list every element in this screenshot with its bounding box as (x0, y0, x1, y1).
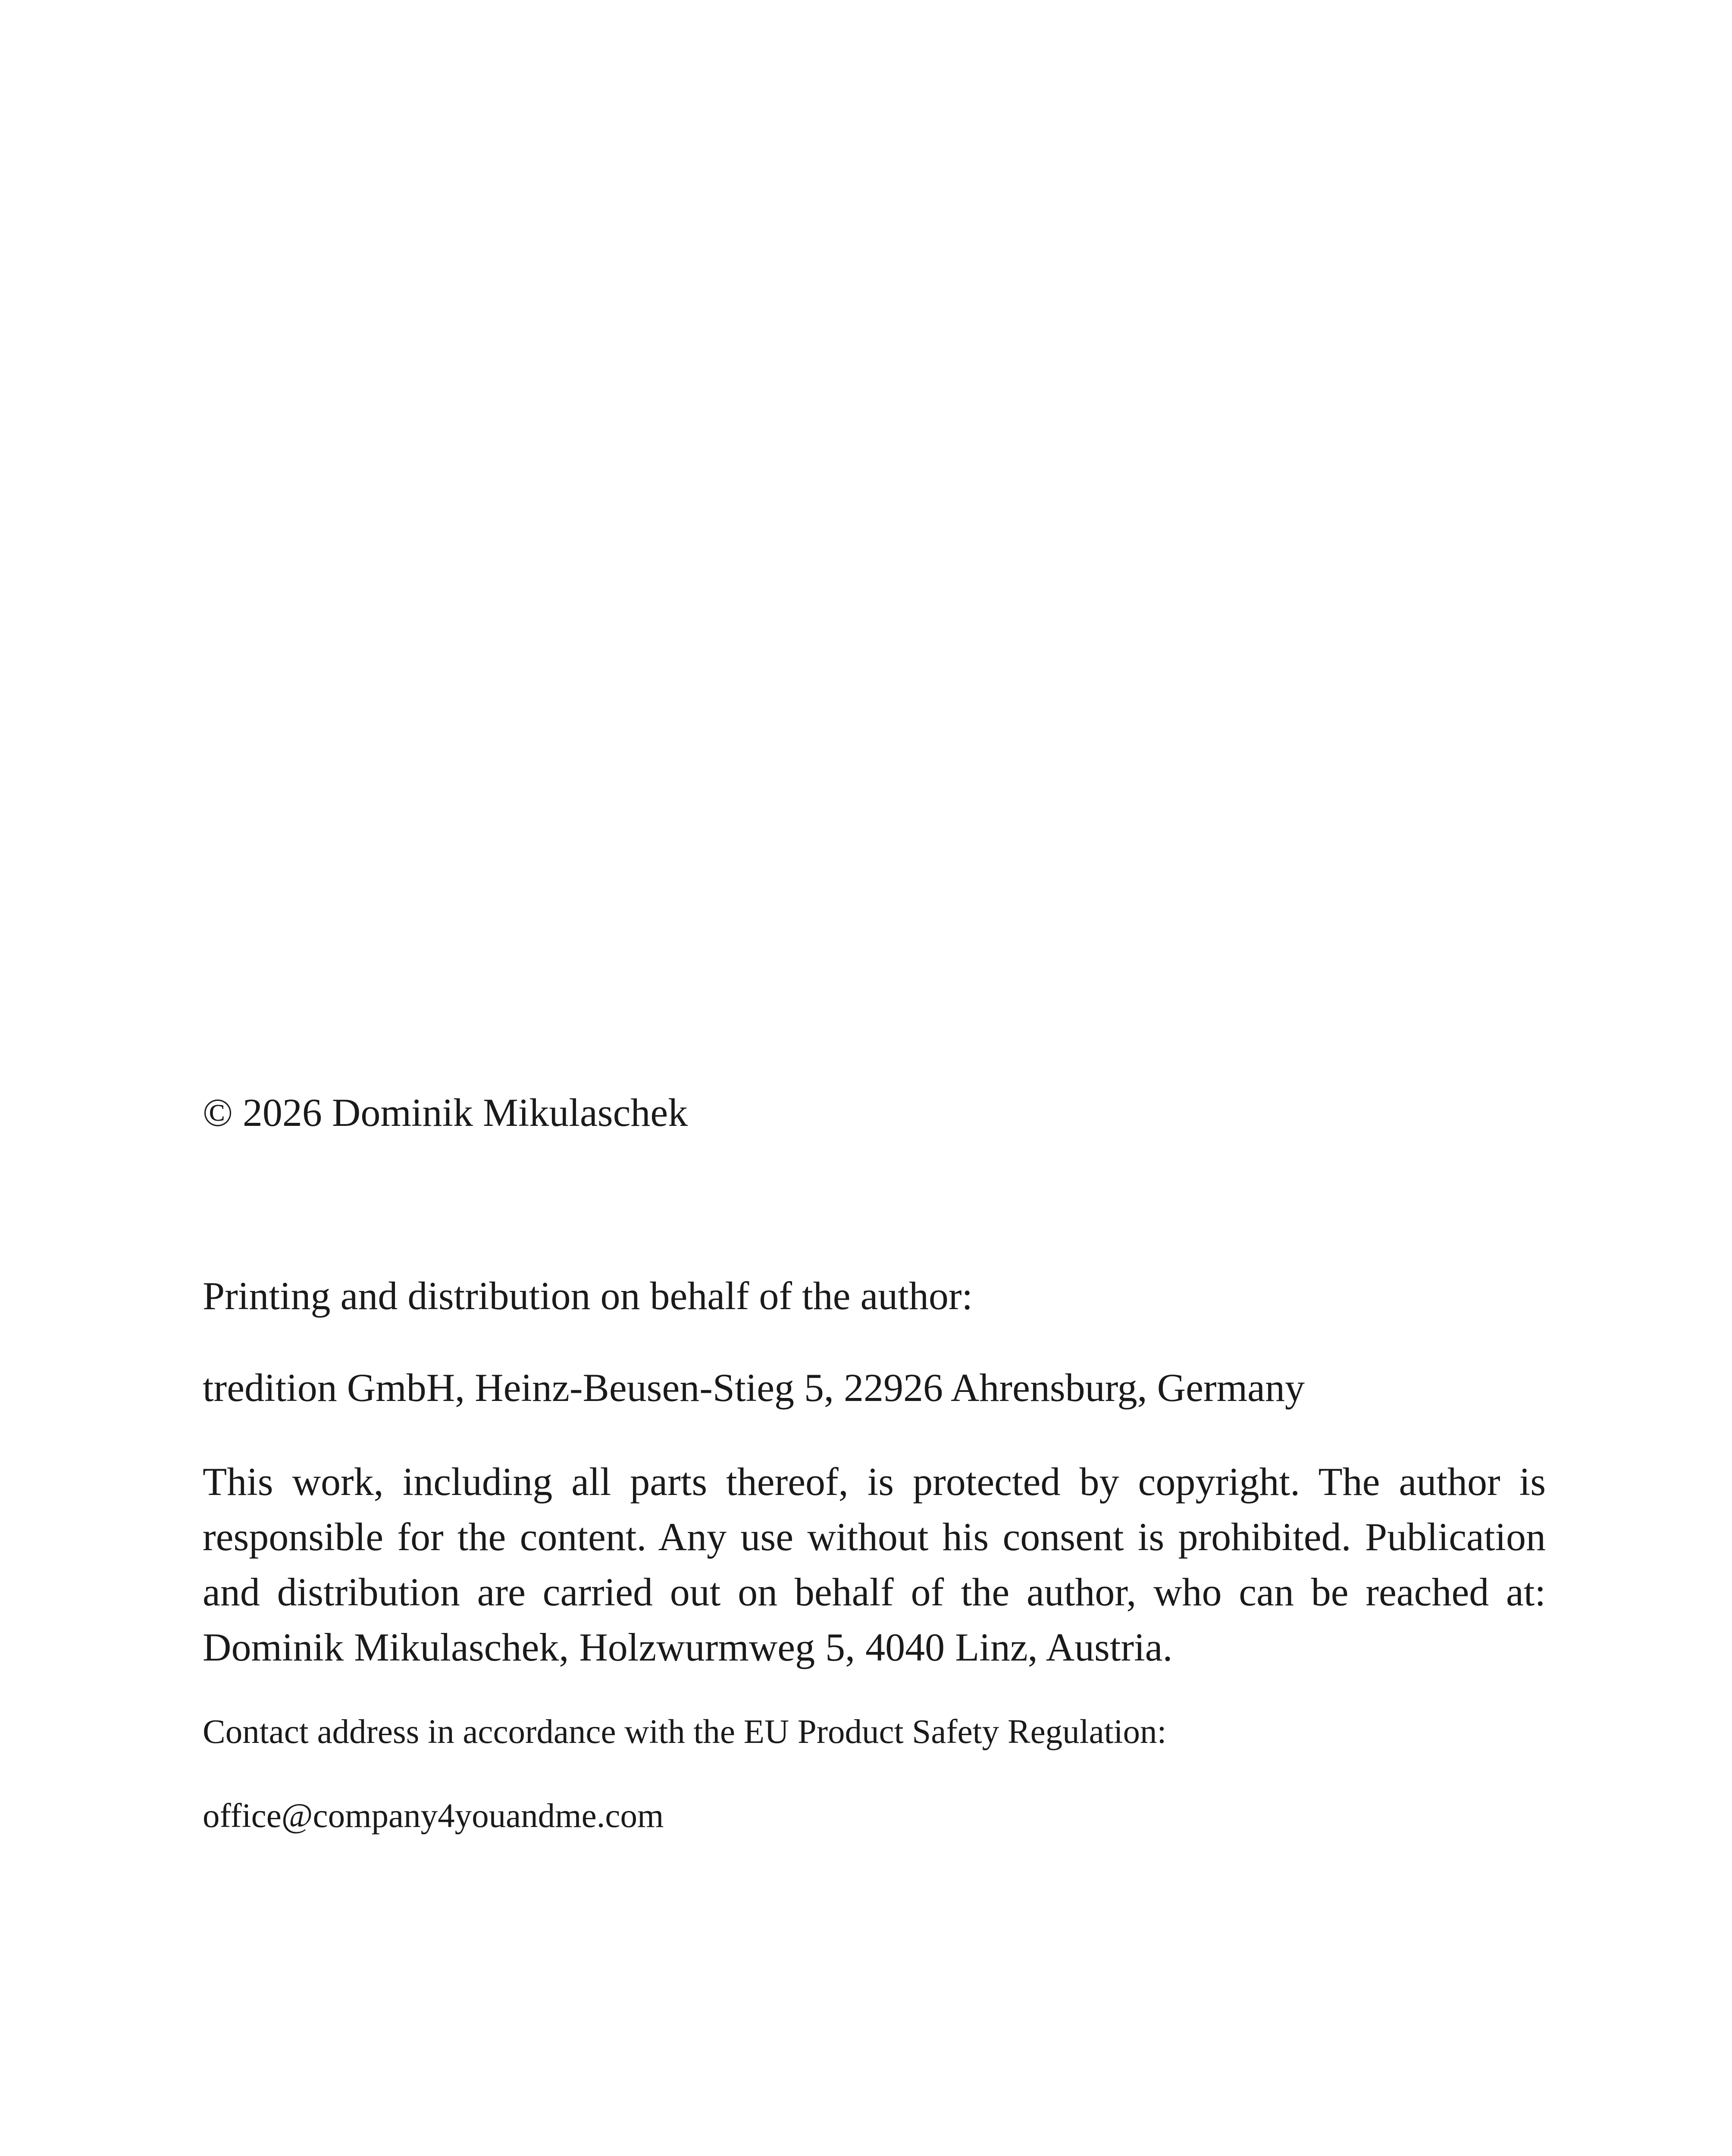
printing-distribution-line: Printing and distribution on behalf of the author: (203, 1274, 973, 1318)
copyright-line: © 2026 Dominik Mikulaschek (203, 1091, 688, 1134)
contact-address-label: Contact address in accordance with the EU Product Safety Regulation: (203, 1713, 1167, 1751)
contact-email: office@company4youandme.com (203, 1797, 664, 1835)
copyright-notice-paragraph: This work, including all parts thereof, is protected by copyright. The author is responsible for the content. Any use without his consent is prohibited. Publication and distribution are carried out on behalf of the author, who can be reached at: Dominik Mikulaschek, Holzwurmweg 5, 4040 Linz, Austria. (203, 1460, 1546, 1669)
publisher-address: tredition GmbH, Heinz-Beusen-Stieg 5, 22926 Ahrensburg, Germany (203, 1366, 1305, 1410)
